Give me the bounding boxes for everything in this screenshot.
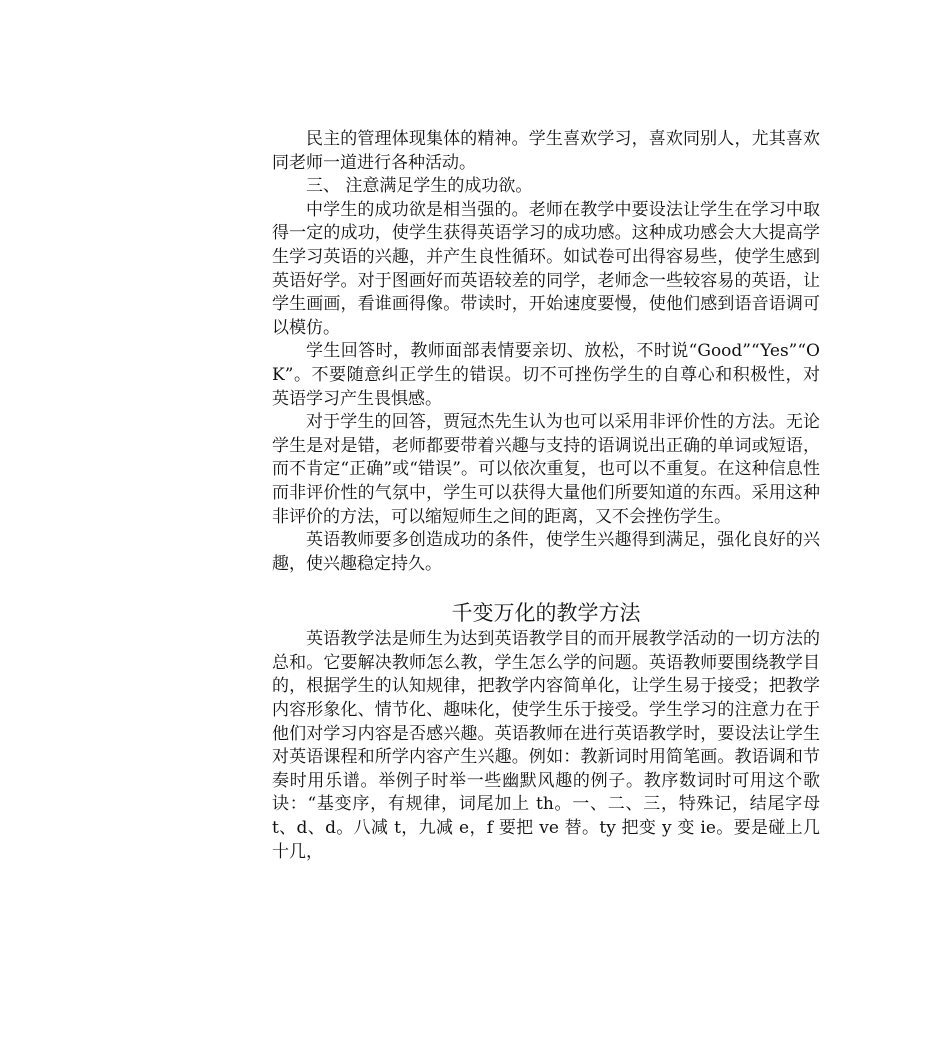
paragraph-create-success: 英语教师要多创造成功的条件，使学生兴趣得到满足，强化良好的兴趣，使兴趣稳定持久。 — [272, 530, 820, 574]
paragraph-non-evaluative: 对于学生的回答，贾冠杰先生认为也可以采用非评价性的方法。无论学生是对是错，老师都要带着兴趣与支持的语调说出正确的单词或短语，而不肯定“正确”或“错误”。可以依次重复，也可以不重复。在这种信息性而非评价性的气氛中，学生可以获得大量他们所要知道的东西。采用这种非评价的方法，可以缩短师生之间的距离，又不会挫伤学生。 — [272, 412, 820, 527]
paragraph-teaching-methods: 英语教学法是师生为达到英语教学目的而开展教学活动的一切方法的总和。它要解决教师怎么教，学生怎么学的问题。英语教师要围绕教学目的，根据学生的认知规律，把教学内容简单化，让学生易于接受；把教学内容形象化、情节化、趣味化，使学生乐于接受。学生学习的注意力在于他们对学习内容是否感兴趣。英语教师在进行英语教学时，要设法让学生对英语课程和所学内容产生兴趣。例如：教新词时用简笔画。教语调和节奏时用乐谱。举例子时举一些幽默风趣的例子。教序数词时可用这个歌诀：“基变序，有规律，词尾加上 th。一、二、三，特殊记，结尾字母 t、d、d。八减 t，九减 e，f 要把 ve 替。ty 把变 y 变 ie。要是碰上几十几， — [272, 629, 820, 862]
paragraph-success-desire: 中学生的成功欲是相当强的。老师在教学中要设法让学生在学习中取得一定的成功，使学生获得英语学习的成功感。这种成功感会大大提高学生学习英语的兴趣，并产生良性循环。如试卷可出得容易些，使学生感到英语好学。对于图画好而英语较差的同学，老师念一些较容易的英语，让学生画画，看谁画得像。带读时，开始速度要慢，使他们感到语音语调可以模仿。 — [272, 199, 820, 338]
document-page — [272, 128, 820, 864]
paragraph-teacher-expression: 学生回答时，教师面部表情要亲切、放松，不时说“Good”“Yes”“OK”。不要随意纠正学生的错误。切不可挫伤学生的自尊心和积极性，对英语学习产生畏惧感。 — [272, 341, 820, 409]
paragraph-collective-spirit: 民主的管理体现集体的精神。学生喜欢学习，喜欢同别人，尤其喜欢同老师一道进行各种活动。 — [272, 129, 820, 173]
section-title: 千变万化的教学方法 — [451, 601, 641, 626]
list-item-success-desire: 三、 注意满足学生的成功欲。 — [306, 176, 533, 197]
